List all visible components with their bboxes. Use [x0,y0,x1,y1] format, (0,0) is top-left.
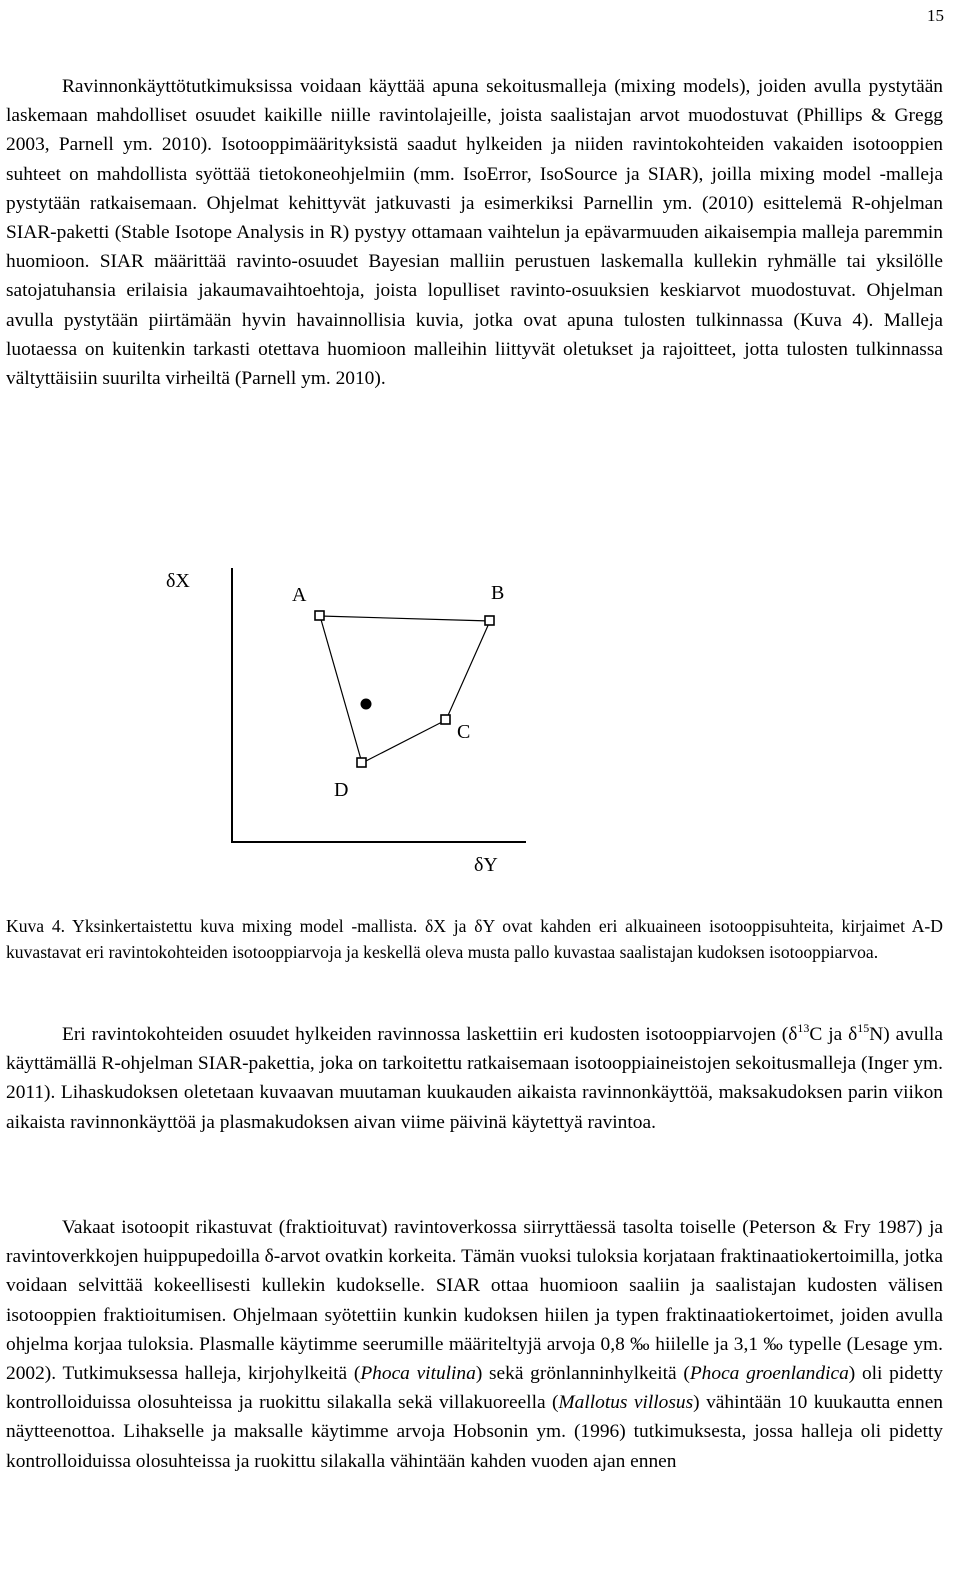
page-number: 15 [927,6,944,25]
mixing-model-figure [0,560,960,900]
paragraph-siar-method [6,1020,943,1137]
source-point-b-marker [485,616,494,625]
paragraph-fractionation [6,1213,943,1476]
nitrogen-isotope-superscript: 15 [857,1021,870,1035]
paragraph2-text-1: Eri ravintokohteiden osuudet hylkeiden ravinnossa laskettiin eri kudosten isotooppiarvojen (δ [62,1024,798,1045]
source-point-c-marker [441,715,450,724]
paragraph-mixing-models: Ravinnonkäyttötutkimuksissa voidaan käyttää apuna sekoitusmalleja (mixing models), joiden avulla pystytään laskemaan mahdolliset osuudet kaikille niille ravintolajeille, joista saalistajan arvot muodostuvat (Phillips & Gregg 2003, Parnell ym. 2010). Isotooppimäärityksistä saadut hylkeiden ja niiden ravintokohteiden vakaiden isotooppien suhteet on mahdollista syöttää tietokoneohjelmiin (mm. IsoError, IsoSource ja SIAR), joilla mixing model -malleja pystytään ratkaisemaan. Ohjelmat kehittyvät jatkuvasti ja esimerkiksi Parnellin ym. (2010) esittelemä R-ohjelman SIAR-paketti (Stable Isotope Analysis in R) pystyy ottamaan vaihtelun ja epävarmuuden aikaisempia malleja paremmin huomioon. SIAR määrittää ravinto-osuudet Bayesian malliin perustuen laskemalla kullekin ryhmälle tai yksilölle satojatuhansia erilaisia jakaumavaihtoehtoja, joista lopulliset ravinto-osuuksien keskiarvot muodostuvat. Ohjelman avulla pystytään piirtämään hyvin havainnollisia kuvia, jotka ovat apuna tulosten tulkinnassa (Kuva 4). Malleja luotaessa on kuitenkin tarkasti otettava huomioon malleihin liittyvät oletukset ja rajoitteet, jotta tulosten tulkinnassa vältyttäisiin suurilta virheiltä (Parnell ym. 2010). [6,76,943,390]
paragraph2-text-2: C ja δ [809,1024,858,1045]
source-point-c-label: C [457,721,471,743]
paragraph3-text-3: ) oli pidetty kontrolloiduissa olosuhteissa ja ruokittu silakalla sekä villakuoreella ( [6,1363,943,1414]
source-point-a-label: A [292,584,307,606]
figure-caption: Kuva 4. Yksinkertaistettu kuva mixing model -mallista. δX ja δY ovat kahden eri alkuaineen isotooppisuhteita, kirjaimet A-D kuvastavat eri ravintokohteiden isotooppiarvoja ja keskellä oleva musta pallo kuvastaa saalistajan kudoksen isotooppiarvoa. [6,916,943,963]
carbon-isotope-superscript: 13 [797,1021,810,1035]
predator-point [361,699,372,710]
x-axis-label: δY [474,854,498,876]
species-name-phoca-vitulina: Phoca vitulina [360,1363,476,1385]
paragraph2-text-3: N) avulla käyttämällä R-ohjelman SIAR-pakettia, joka on tarkoitettu ratkaisemaan isotooppiaineistojen sekoitusmalleja (Inger ym. 2011). Lihaskudoksen oletetaan kuvaavan muutaman kuukauden aikaista ravinnonkäyttöä, maksakudoksen parin viikon aikaista ravinnonkäyttöä ja plasmakudoksen aivan viime päivinä käytettyä ravintoa. [6,1024,944,1133]
paragraph3-text-1: Vakaat isotoopit rikastuvat (fraktioituvat) ravintoverkossa siirryttäessä tasolta toiselle (Peterson & Fry 1987) ja ravintoverkkojen huippupedoilla δ-arvot ovatkin korkeita. Tämän vuoksi tuloksia korjataan fraktinaatiokertoimilla, jotka voidaan selvittää kokeellisesti kullekin kudokselle. SIAR ottaa huomioon saaliin ja saalistajan kudosten välisen isotooppien fraktioitumisen. Ohjelmaan syötettiin kunkin kudoksen hiilen ja typen fraktinaatiokertoimet, joiden avulla ohjelma korjaa tuloksia. Plasmalle käytimme seerumille määriteltyjä arvoja 0,8 ‰ hiilelle ja 3,1 ‰ typelle (Lesage ym. 2002). Tutkimuksessa halleja, kirjohylkeitä ( [6,1217,943,1385]
paragraph3-text-2: ) sekä grönlanninhylkeitä ( [475,1363,690,1385]
paragraph3-text-4: ) vähintään 10 kuukautta ennen näytteenottoa. Lihakselle ja maksalle käytimme arvoja Hobsonin ym. (1996) tutkimuksesta, jossa halleja oli pidetty kontrolloiduissa olosuhteissa ja ruokittu silakalla vähintään kahden vuoden ajan ennen [6,1392,943,1472]
source-point-d-label: D [334,779,349,801]
source-point-d-marker [357,758,366,767]
source-point-b-label: B [491,582,505,604]
y-axis-label: δX [166,570,190,592]
source-point-a-marker [315,611,324,620]
species-name-phoca-groenlandica: Phoca groenlandica [689,1363,849,1385]
species-name-mallotus-villosus: Mallotus villosus [558,1392,694,1414]
